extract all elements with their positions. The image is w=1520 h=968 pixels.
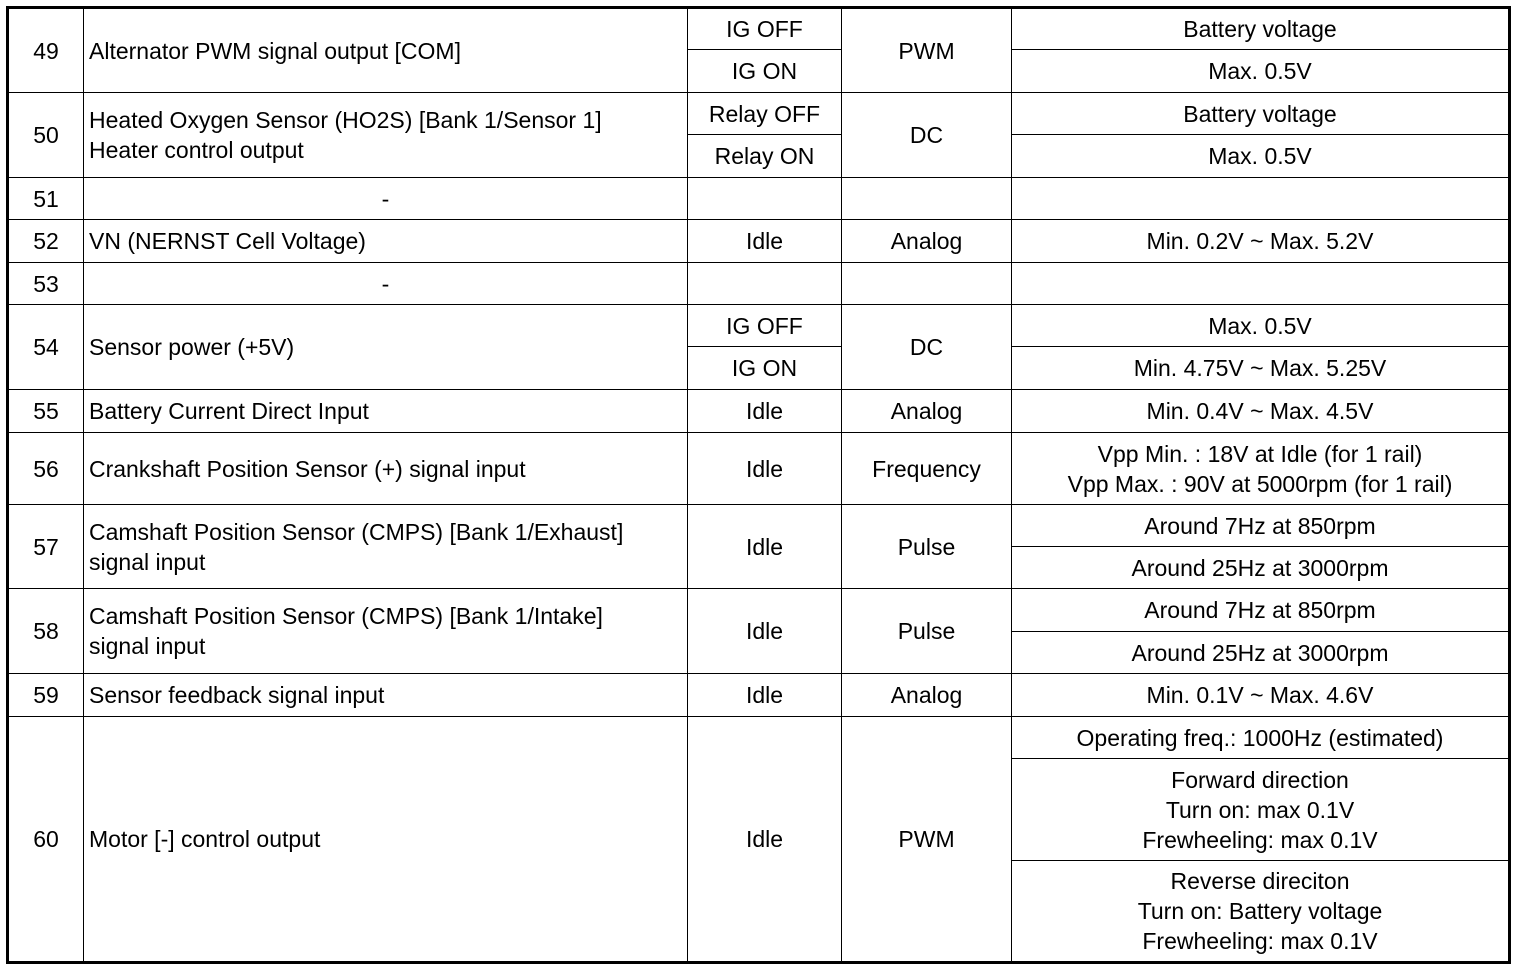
description-line: Heater control output xyxy=(89,137,304,163)
condition-cell: IG OFF xyxy=(688,8,842,50)
table-row xyxy=(8,589,1510,632)
pin-number: 57 xyxy=(8,505,84,589)
condition-cell: Idle xyxy=(688,717,842,963)
level-cell: Min. 0.4V ~ Max. 4.5V xyxy=(1012,390,1510,433)
level-cell: Around 7Hz at 850rpm xyxy=(1012,505,1510,547)
level-cell: Around 25Hz at 3000rpm xyxy=(1012,547,1510,589)
signal-type: Analog xyxy=(842,220,1012,263)
signal-type: DC xyxy=(842,93,1012,178)
level-line: Vpp Max. : 90V at 5000rpm (for 1 rail) xyxy=(1067,470,1453,497)
pin-description xyxy=(84,505,688,589)
signal-type: Analog xyxy=(842,674,1012,717)
table-row xyxy=(8,505,1510,547)
pin-number: 60 xyxy=(8,717,84,963)
condition-cell: Relay OFF xyxy=(688,93,842,135)
level-cell: Max. 0.5V xyxy=(1012,135,1510,178)
signal-type: PWM xyxy=(842,717,1012,963)
level-cell xyxy=(1012,178,1510,220)
condition-cell: IG OFF xyxy=(688,305,842,347)
condition-cell: Idle xyxy=(688,674,842,717)
condition-cell: IG ON xyxy=(688,347,842,390)
table-row xyxy=(8,433,1510,505)
signal-type: Pulse xyxy=(842,505,1012,589)
pin-description: - xyxy=(84,263,688,305)
condition-cell: Idle xyxy=(688,589,842,674)
table-row xyxy=(8,674,1510,717)
pin-description: Sensor feedback signal input xyxy=(84,674,688,717)
description-line: Camshaft Position Sensor (CMPS) [Bank 1/Intake] xyxy=(89,603,603,629)
table-row xyxy=(8,8,1510,50)
pin-description: - xyxy=(84,178,688,220)
condition-cell: Relay ON xyxy=(688,135,842,178)
level-line: Frewheeling: max 0.1V xyxy=(1142,826,1378,853)
pin-number: 49 xyxy=(8,8,84,93)
table-row xyxy=(8,717,1510,759)
description-line: signal input xyxy=(89,633,206,659)
description-line: Heated Oxygen Sensor (HO2S) [Bank 1/Sensor 1] xyxy=(89,107,602,133)
table-row xyxy=(8,220,1510,263)
level-cell: Operating freq.: 1000Hz (estimated) xyxy=(1012,717,1510,759)
signal-type: PWM xyxy=(842,8,1012,93)
signal-type xyxy=(842,178,1012,220)
pin-number: 51 xyxy=(8,178,84,220)
condition-cell xyxy=(688,178,842,220)
description-line: Camshaft Position Sensor (CMPS) [Bank 1/Exhaust] xyxy=(89,518,624,545)
condition-cell: Idle xyxy=(688,433,842,505)
pin-description: Alternator PWM signal output [COM] xyxy=(84,8,688,93)
level-cell: Around 25Hz at 3000rpm xyxy=(1012,632,1510,674)
condition-cell: Idle xyxy=(688,390,842,433)
pin-number: 52 xyxy=(8,220,84,263)
pin-description: Sensor power (+5V) xyxy=(84,305,688,390)
pin-number: 50 xyxy=(8,93,84,178)
signal-type: DC xyxy=(842,305,1012,390)
level-cell: Min. 0.1V ~ Max. 4.6V xyxy=(1012,674,1510,717)
pin-number: 55 xyxy=(8,390,84,433)
pin-description: Battery Current Direct Input xyxy=(84,390,688,433)
condition-cell: Idle xyxy=(688,505,842,589)
condition-cell: IG ON xyxy=(688,50,842,93)
level-cell xyxy=(1012,433,1510,505)
signal-type: Analog xyxy=(842,390,1012,433)
level-cell xyxy=(1012,759,1510,861)
description-line: signal input xyxy=(89,548,206,575)
level-line: Turn on: Battery voltage xyxy=(1137,898,1383,924)
level-cell: Max. 0.5V xyxy=(1012,50,1510,93)
pin-description xyxy=(84,93,688,178)
level-cell: Around 7Hz at 850rpm xyxy=(1012,589,1510,632)
table-row xyxy=(8,305,1510,347)
pin-number: 58 xyxy=(8,589,84,674)
pin-spec-table xyxy=(6,6,1511,964)
level-cell: Battery voltage xyxy=(1012,93,1510,135)
pin-description: Motor [-] control output xyxy=(84,717,688,963)
pin-description: VN (NERNST Cell Voltage) xyxy=(84,220,688,263)
pin-number: 54 xyxy=(8,305,84,390)
table-row xyxy=(8,390,1510,433)
level-line: Turn on: max 0.1V xyxy=(1165,796,1355,823)
level-cell: Max. 0.5V xyxy=(1012,305,1510,347)
pin-description: Crankshaft Position Sensor (+) signal input xyxy=(84,433,688,505)
table-row xyxy=(8,263,1510,305)
pin-number: 53 xyxy=(8,263,84,305)
level-line: Frewheeling: max 0.1V xyxy=(1142,928,1378,954)
table-row xyxy=(8,93,1510,135)
level-line: Vpp Min. : 18V at Idle (for 1 rail) xyxy=(1097,440,1423,467)
level-cell: Battery voltage xyxy=(1012,8,1510,50)
level-cell xyxy=(1012,263,1510,305)
level-cell xyxy=(1012,861,1510,963)
signal-type: Pulse xyxy=(842,589,1012,674)
pin-number: 59 xyxy=(8,674,84,717)
pin-number: 56 xyxy=(8,433,84,505)
signal-type xyxy=(842,263,1012,305)
level-line: Reverse direciton xyxy=(1170,868,1350,894)
signal-type: Frequency xyxy=(842,433,1012,505)
condition-cell xyxy=(688,263,842,305)
level-cell: Min. 0.2V ~ Max. 5.2V xyxy=(1012,220,1510,263)
table-row xyxy=(8,178,1510,220)
condition-cell: Idle xyxy=(688,220,842,263)
pin-description xyxy=(84,589,688,674)
level-line: Forward direction xyxy=(1171,766,1349,793)
level-cell: Min. 4.75V ~ Max. 5.25V xyxy=(1012,347,1510,390)
